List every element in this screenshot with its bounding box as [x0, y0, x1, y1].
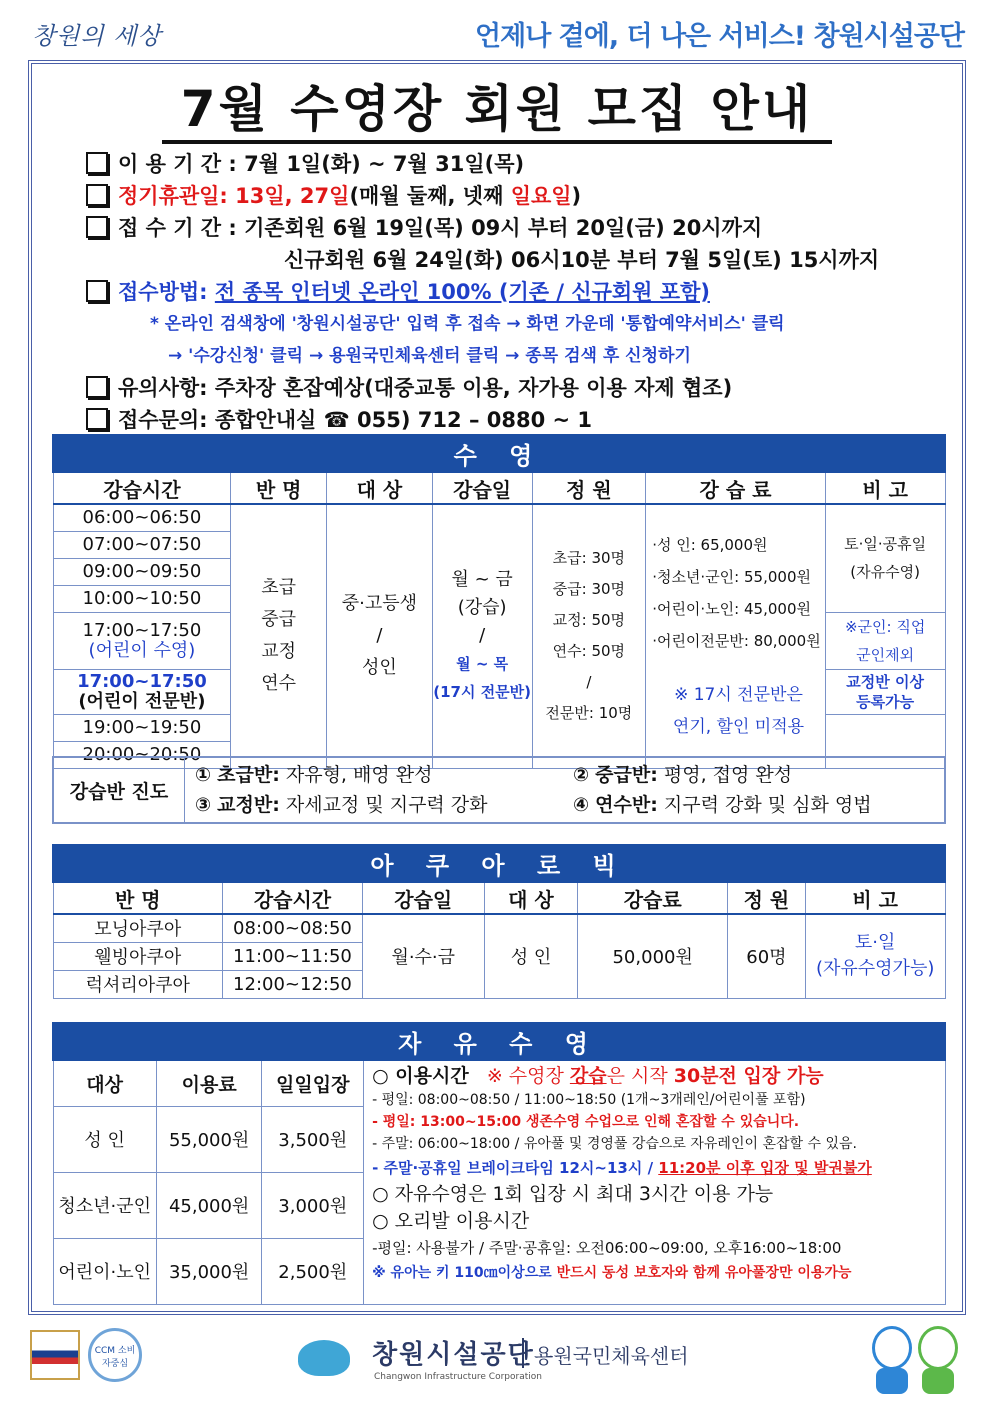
aqua-fee: 50,000원	[578, 914, 728, 998]
time-slot: 20:00~20:50	[53, 741, 231, 768]
aqua-target: 성 인	[484, 914, 578, 998]
checkbox-icon	[86, 216, 108, 238]
remark-correction: 교정반 이상 등록가능	[825, 669, 945, 714]
progress-table	[52, 756, 946, 824]
corp-logo-icon	[298, 1340, 350, 1376]
class-list: 초급 중급 교정 연수	[231, 504, 327, 768]
footer	[0, 1318, 992, 1403]
col-free-target: 대상	[53, 1060, 156, 1106]
checkbox-icon	[86, 280, 108, 302]
col-aqua-days: 강습일	[362, 882, 484, 914]
free-row-fee: 35,000원	[156, 1238, 262, 1304]
col-class: 반 명	[231, 472, 327, 504]
aqua-capacity: 60명	[728, 914, 806, 998]
free-row-fee: 55,000원	[156, 1106, 262, 1172]
checkbox-icon	[86, 152, 108, 174]
progress-list: ① 초급반: 자유형, 배영 완성 ② 중급반: 평영, 접영 완성 ③ 교정반: 자세교정 및 지구력 강화 ④ 연수반: 지구력 강화 및 심화 영법	[185, 757, 946, 823]
swim-header: 수 영	[53, 435, 945, 472]
free-swim-table	[52, 1022, 946, 1305]
aqua-row-name: 웰빙아쿠아	[53, 942, 223, 970]
aqua-row-name: 모닝아쿠아	[53, 914, 223, 942]
col-remark: 비 고	[825, 472, 945, 504]
certification-icon	[30, 1330, 80, 1380]
free-row-target: 어린이·노인	[53, 1238, 156, 1304]
col-aqua-name: 반 명	[53, 882, 223, 914]
corp-name: 창원시설공단	[372, 1340, 535, 1370]
col-aqua-fee: 강습료	[578, 882, 728, 914]
aqua-remark: 토·일 (자유수영가능)	[805, 914, 945, 998]
col-fee: 강 습 료	[646, 472, 826, 504]
col-days: 강습일	[432, 472, 532, 504]
aqua-row-time: 12:00~12:50	[223, 970, 363, 998]
time-slot: 10:00~10:50	[53, 585, 231, 612]
mascot-green-body	[922, 1368, 954, 1394]
method-note-2: → '수강신청' 클릭 → 용원국민체육센터 클릭 → 종목 검색 후 신청하기	[168, 346, 691, 366]
mascot-blue-icon	[872, 1326, 912, 1370]
aqua-header: 아 쿠 아 로 빅	[53, 845, 945, 882]
aqua-row-time: 08:00~08:50	[223, 914, 363, 942]
free-row-target: 성 인	[53, 1106, 156, 1172]
aqua-row-name: 럭셔리아쿠아	[53, 970, 223, 998]
method-line: 접수방법: 전 종목 인터넷 온라인 100% (기존 / 신규회원 포함)	[86, 276, 966, 308]
col-aqua-remark: 비 고	[805, 882, 945, 914]
free-row-daily: 2,500원	[262, 1238, 364, 1304]
free-notes: ○ 이용시간 ※ 수영장 강습은 시작 30분전 입장 가능 - 평일: 08:00~08:50 / 11:00~18:50 (1개~3개레인/어린이풀 포함) - 평일: 13:00~15:00 생존수영 수업으로 인해 혼잡할 수 있습니다. - 주말: 06:00~18:00 / 유아풀 및 경영풀 강습으로 자유레인이 혼잡할 수 있음. - 주말·공휴일 브레이크타임 12시~13시 / 11:20분 이후 입장 및 발권불가 ○ 자유수영은 1회 입장 시 최대 3시간 이용 가능 ○ 오리발 이용시간 -평일: 사용불가 / 주말·공휴일: 오전06:00~09:00, 오후16:00~18:00 ※ 유아는 키 110㎝이상으로 반드시 동성 보호자와 함께 유아풀장만 이용가능	[364, 1060, 945, 1304]
mascot-green-icon	[918, 1326, 958, 1370]
remark-soldier: ※군인: 직업 군인제외	[825, 612, 945, 669]
free-row-daily: 3,500원	[262, 1106, 364, 1172]
info-section	[86, 148, 966, 436]
time-slot: 07:00~07:50	[53, 531, 231, 558]
ccm-badge: CCM 소비자중심	[88, 1328, 142, 1382]
col-aqua-target: 대 상	[484, 882, 578, 914]
capacity-list: 초급: 30명 중급: 30명 교정: 50명 연수: 50명 / 전문반: 10명	[532, 504, 646, 768]
col-aqua-capacity: 정 원	[728, 882, 806, 914]
free-header: 자 유 수 영	[53, 1023, 945, 1060]
inquiry-line: 접수문의: 종합안내실 ☎ 055) 712 – 0880 ~ 1	[86, 404, 966, 436]
top-bar	[0, 0, 992, 60]
checkbox-icon	[86, 408, 108, 430]
time-slot: 19:00~19:50	[53, 714, 231, 741]
mascot-blue-body	[876, 1368, 908, 1394]
remark-weekend: 토·일·공휴일 (자유수영)	[825, 504, 945, 612]
col-time: 강습시간	[53, 472, 231, 504]
corp-name-en: Changwon Infrastructure Corporation	[374, 1372, 542, 1382]
closed-line: 정기휴관일: 13일, 27일(매월 둘째, 넷째 일요일)	[86, 180, 966, 212]
period-line: 이 용 기 간 : 7월 1일(화) ~ 7월 31일(목)	[86, 148, 966, 180]
page-title: 7월 수영장 회원 모집 안내	[162, 78, 832, 144]
progress-label: 강습반 진도	[53, 757, 185, 823]
target-list: 중·고등생 / 성인	[327, 504, 433, 768]
col-target: 대 상	[327, 472, 433, 504]
time-slot-kids: 17:00~17:50 (어린이 수영)	[53, 612, 231, 669]
days-list: 월 ~ 금 (강습) / 월 ~ 목 (17시 전문반)	[432, 504, 532, 768]
free-row-daily: 3,000원	[262, 1172, 364, 1238]
center-name: 용원국민체육센터	[534, 1344, 689, 1368]
time-slot: 06:00~06:50	[53, 504, 231, 531]
col-aqua-time: 강습시간	[223, 882, 363, 914]
method-note-1: * 온라인 검색창에 '창원시설공단' 입력 후 접속 → 화면 가운데 '통합예약서비스' 클릭	[150, 314, 785, 334]
fee-list: ·성 인: 65,000원 ·청소년·군인: 55,000원 ·어린이·노인: 45,000원 ·어린이전문반: 80,000원 ※ 17시 전문반은 연기, 할인 미적용	[646, 504, 826, 768]
city-logo: 창원의 세상	[32, 22, 162, 50]
checkbox-icon	[86, 376, 108, 398]
aqua-table	[52, 844, 946, 999]
col-free-daily: 일일입장	[262, 1060, 364, 1106]
reception-line: 접 수 기 간 : 기존회원 6월 19일(목) 09시 부터 20일(금) 20시까지	[86, 212, 966, 244]
col-capacity: 정 원	[532, 472, 646, 504]
poster-frame	[28, 60, 966, 1315]
reception-new-line: 신규회원 6월 24일(화) 06시10분 부터 7월 5일(토) 15시까지	[284, 248, 880, 272]
slogan: 언제나 곁에, 더 나은 서비스! 창원시설공단	[475, 21, 964, 52]
swim-table	[52, 434, 946, 769]
divider	[522, 1338, 524, 1368]
time-slot: 09:00~09:50	[53, 558, 231, 585]
aqua-row-time: 11:00~11:50	[223, 942, 363, 970]
time-slot-kids-pro: 17:00~17:50 (어린이 전문반)	[53, 669, 231, 714]
free-row-fee: 45,000원	[156, 1172, 262, 1238]
checkbox-icon	[86, 184, 108, 206]
free-row-target: 청소년·군인	[53, 1172, 156, 1238]
aqua-days: 월·수·금	[362, 914, 484, 998]
col-free-fee: 이용료	[156, 1060, 262, 1106]
notice-line: 유의사항: 주차장 혼잡예상(대중교통 이용, 자가용 이용 자제 협조)	[86, 372, 966, 404]
